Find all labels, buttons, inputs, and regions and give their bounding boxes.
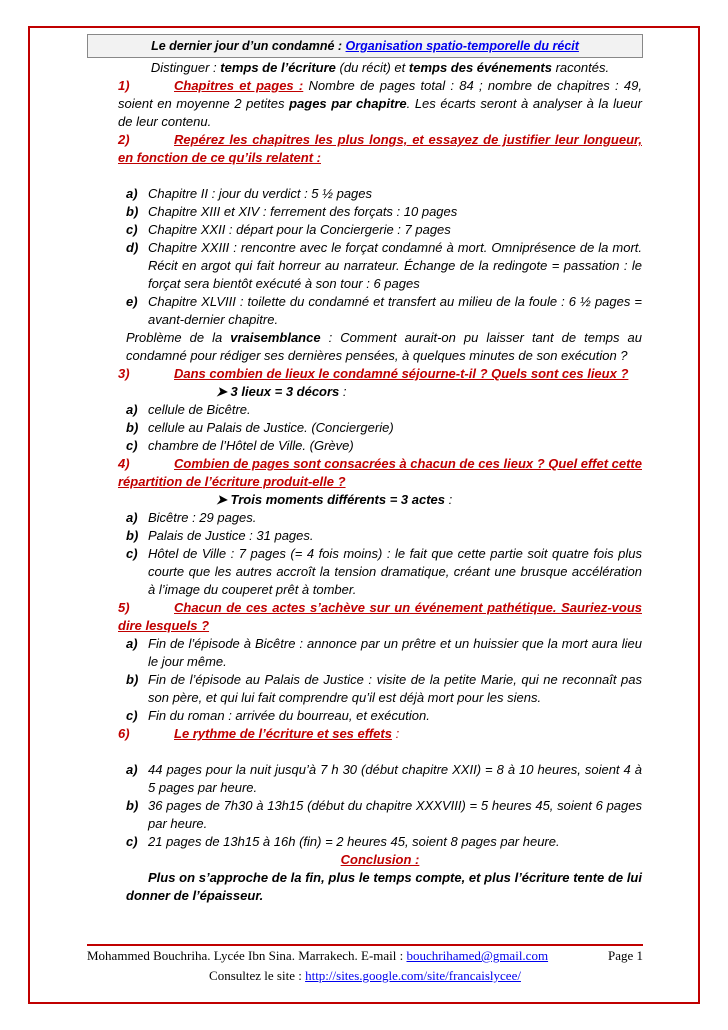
- arrow-bullet-icon: ➤: [216, 492, 227, 507]
- list-item: b) Chapitre XIII et XIV : ferrement des forçats : 10 pages: [126, 204, 458, 219]
- list-item: c) chambre de l’Hôtel de Ville. (Grève): [126, 438, 354, 453]
- list-item: e) Chapitre XLVIII : toilette du condamné et transfert au milieu de la foule : 6 ½ pages = avant-dernier chapitre.: [126, 294, 642, 327]
- question-2-number: 2): [118, 132, 130, 147]
- question-5-list: [118, 635, 642, 725]
- question-1-text-b: . Les écarts seront à analyser à la lueur de leur contenu.: [118, 96, 642, 129]
- list-item: b) Fin de l’épisode au Palais de Justice : visite de la petite Marie, qui ne reconnaît pas son père, et qui lui fait comprendre qu’il est déjà mort pour les siens.: [126, 672, 642, 705]
- list-item: a) 44 pages pour la nuit jusqu’à 7 h 30 (début chapitre XXII) = 8 à 10 heures, soient 4 à 5 pages par heure.: [126, 762, 642, 795]
- question-4-number: 4): [118, 456, 130, 471]
- intro-line: [118, 59, 642, 77]
- question-3-summary-tail: :: [342, 384, 347, 399]
- question-4-summary-bold: Trois moments différents = 3 actes: [230, 492, 445, 507]
- question-3-list: [118, 401, 642, 455]
- question-4-list: [118, 509, 642, 599]
- question-3-summary: [118, 383, 642, 401]
- question-1-bold: pages par chapitre: [289, 96, 407, 111]
- intro-bold-1: temps de l’écriture: [220, 60, 336, 75]
- document-title-link[interactable]: Organisation spatio-temporelle du récit: [345, 39, 579, 53]
- question-4-summary-tail: :: [448, 492, 453, 507]
- question-5-title: Chacun de ces actes s’achève sur un événement pathétique. Sauriez-vous dire lesquels ?: [118, 600, 642, 633]
- footer-row-1: [87, 946, 643, 966]
- list-item: d) Chapitre XXIII : rencontre avec le forçat condamné à mort. Omniprésence de la mort. Récit en argot qui fait horreur au narrateur. Échange de la redingote = passation : le forçat sera bientôt exécuté à son tour : 6 pages: [126, 240, 642, 291]
- problem-paragraph: [118, 329, 642, 365]
- list-item: b) 36 pages de 7h30 à 13h15 (début du chapitre XXXVIII) = 5 heures 45, soient 6 pages par heure.: [126, 798, 642, 831]
- question-4-title: Combien de pages sont consacrées à chacun de ces lieux ? Quel effet cette répartition de l’écriture produit-elle ?: [118, 456, 642, 489]
- list-item: c) Hôtel de Ville : 7 pages (= 4 fois moins) : le fait que cette partie soit quatre fois plus courte que les autres accroît la tension dramatique, créant une brusque accélération à l’image du couperet prêt à tomber.: [126, 546, 642, 597]
- document-title: Le dernier jour d’un condamné :: [151, 39, 343, 53]
- conclusion-text: Plus on s’approche de la fin, plus le temps compte, et plus l’écriture tente de lui donner de l’épaisseur.: [126, 870, 642, 903]
- question-2-title: Repérez les chapitres les plus longs, et essayez de justifier leur longueur, en fonction de ce qu’ils relatent :: [118, 132, 642, 165]
- footer-site-link[interactable]: http://sites.google.com/site/francaislycee/: [305, 968, 521, 983]
- intro-text-2: (du récit) et: [339, 60, 406, 75]
- footer-email-link[interactable]: bouchrihamed@gmail.com: [406, 948, 549, 963]
- list-item: c) 21 pages de 13h15 à 16h (fin) = 2 heures 45, soient 8 pages par heure.: [126, 834, 560, 849]
- footer-row-2: [87, 966, 643, 986]
- question-6-list: [118, 761, 642, 851]
- conclusion-title: Conclusion :: [340, 852, 420, 867]
- question-1-text-a: Nombre de pages total : 84 ; nombre de chapitres : 49, soient en moyenne 2 petites: [118, 78, 642, 111]
- footer-site-label: Consultez le site :: [209, 968, 302, 983]
- list-item: a) cellule de Bicêtre.: [126, 402, 251, 417]
- question-4: [118, 455, 642, 491]
- question-1-title: Chapitres et pages :: [174, 78, 304, 93]
- question-5-number: 5): [118, 600, 130, 615]
- question-3-number: 3): [118, 366, 130, 381]
- question-6-title: Le rythme de l’écriture et ses effets: [174, 726, 392, 741]
- list-item: c) Fin du roman : arrivée du bourreau, et exécution.: [126, 708, 430, 723]
- question-1: [118, 77, 642, 131]
- question-2-list: [118, 185, 642, 329]
- intro-text-1: Distinguer :: [150, 60, 217, 75]
- intro-text-3: racontés.: [555, 60, 610, 75]
- question-2: [118, 131, 642, 167]
- question-6-tail: :: [395, 726, 400, 741]
- list-item: c) Chapitre XXII : départ pour la Conciergerie : 7 pages: [126, 222, 451, 237]
- page-footer: [87, 944, 643, 986]
- list-item: b) Palais de Justice : 31 pages.: [126, 528, 314, 543]
- problem-text-b: : Comment aurait-on pu laisser tant de temps au condamné pour rédiger ses dernières pensées, à quelques minutes de son exécution ?: [126, 330, 642, 363]
- problem-text-a: Problème de la: [126, 330, 223, 345]
- question-3-title: Dans combien de lieux le condamné séjourne-t-il ? Quels sont ces lieux ?: [174, 366, 629, 381]
- question-6: [118, 725, 642, 743]
- list-item: a) Chapitre II : jour du verdict : 5 ½ pages: [126, 186, 373, 201]
- list-item: b) cellule au Palais de Justice. (Conciergerie): [126, 420, 394, 435]
- question-6-number: 6): [118, 726, 130, 741]
- question-1-number: 1): [118, 78, 130, 93]
- page-number: Page 1: [607, 948, 643, 963]
- document-body: [118, 59, 642, 905]
- list-item: a) Fin de l’épisode à Bicêtre : annonce par un prêtre et un huissier que la mort aura lieu le jour même.: [126, 636, 642, 669]
- question-3: [118, 365, 642, 383]
- list-item: a) Bicêtre : 29 pages.: [126, 510, 257, 525]
- document-title-box: [87, 34, 643, 58]
- problem-bold: vraisemblance: [230, 330, 321, 345]
- question-3-summary-bold: 3 lieux = 3 décors: [230, 384, 340, 399]
- footer-author: Mohammed Bouchriha. Lycée Ibn Sina. Marrakech. E-mail :: [87, 948, 404, 963]
- question-5: [118, 599, 642, 635]
- question-4-summary: [118, 491, 642, 509]
- arrow-bullet-icon: ➤: [216, 384, 227, 399]
- intro-bold-2: temps des événements: [408, 60, 552, 75]
